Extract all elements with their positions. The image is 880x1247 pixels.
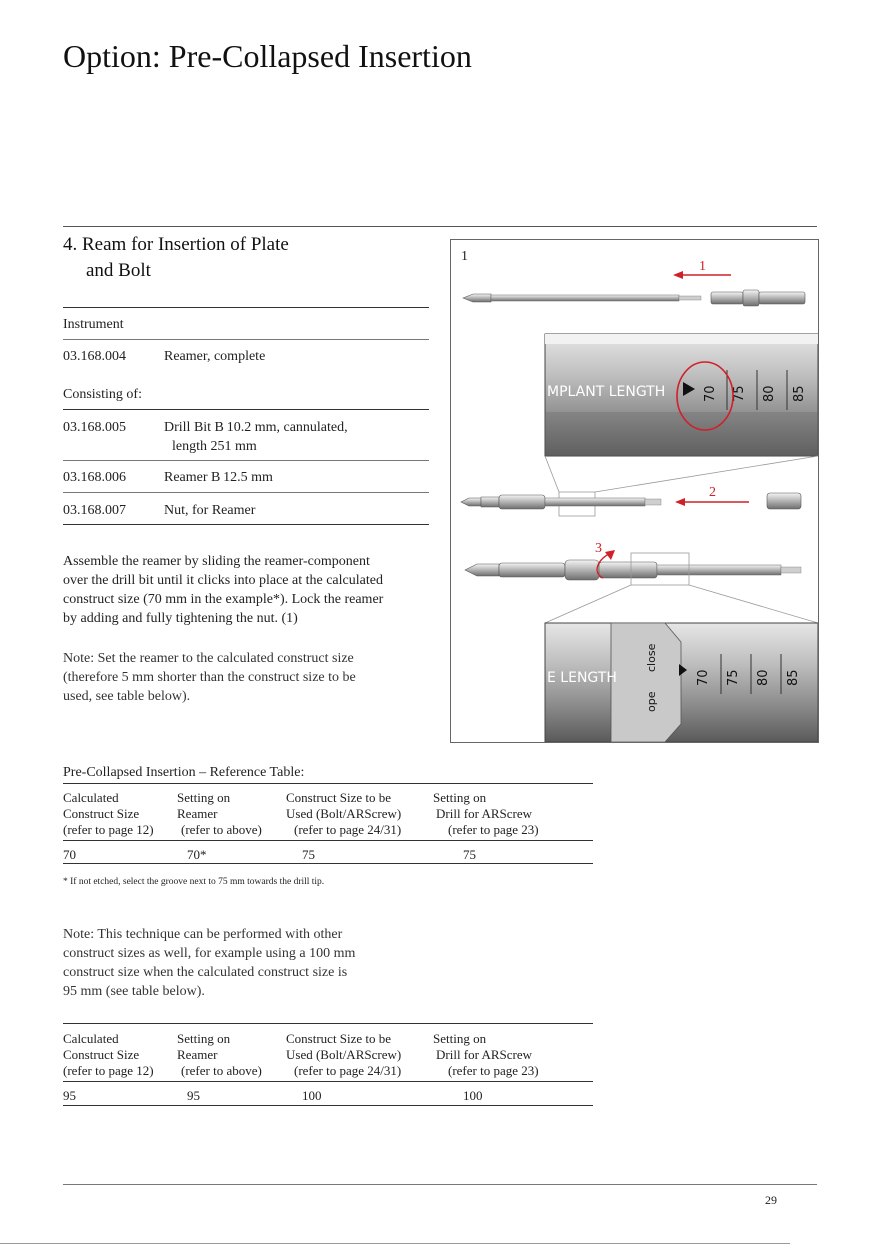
scale-mark: 70: [703, 385, 718, 402]
header-line: Used (Bolt/ARScrew): [286, 806, 402, 821]
header-line: (refer to above): [181, 1063, 262, 1078]
bottom-edge-rule: [0, 1243, 790, 1244]
rule: [63, 307, 429, 308]
table-header-cell: [177, 1031, 262, 1079]
table-cell: 100: [463, 1088, 483, 1103]
header-line: Used (Bolt/ARScrew): [286, 1047, 402, 1062]
scale-mark: 85: [792, 385, 807, 402]
paragraph-line: 95 mm (see table below).: [63, 984, 205, 999]
header-line: Calculated: [63, 1031, 119, 1046]
paragraph-line: Assemble the reamer by sliding the reamer-component: [63, 554, 370, 569]
table-caption: Pre-Collapsed Insertion – Reference Table:: [63, 765, 305, 780]
arrow-1-label: 1: [699, 259, 706, 274]
instrument-desc: Reamer B 12.5 mm: [164, 470, 273, 485]
table-cell: 95: [63, 1088, 76, 1103]
rule: [63, 524, 429, 525]
reamer-illustration: [451, 240, 818, 742]
paragraph-line: used, see table below).: [63, 689, 191, 704]
arrow-3-label: 3: [595, 541, 602, 556]
page-title: Option: Pre-Collapsed Insertion: [63, 38, 472, 74]
note-label: Note:: [63, 651, 95, 666]
header-line: (refer to page 12): [63, 1063, 154, 1078]
header-line: (refer to page 23): [448, 1063, 539, 1078]
table-cell: 70: [63, 847, 76, 862]
table-cell: 95: [187, 1088, 200, 1103]
scale-mark: 80: [756, 669, 771, 686]
table-header-cell: [286, 790, 401, 838]
arrow-2: [675, 485, 749, 506]
header-line: Calculated: [63, 790, 119, 805]
instrument-desc: length 251 mm: [172, 439, 257, 454]
table-cell: 70*: [187, 847, 207, 862]
panel-label: 1: [461, 249, 468, 264]
instrument-desc: Nut, for Reamer: [164, 503, 256, 518]
zoom-panel-2: [545, 623, 818, 742]
close-label: close: [645, 643, 658, 672]
rule: [63, 783, 593, 784]
header-line: Construct Size: [63, 1047, 140, 1062]
header-line: Construct Size to be: [286, 790, 392, 805]
scale-mark: 75: [732, 385, 747, 402]
header-line: Setting on: [433, 1031, 487, 1046]
table-cell: 75: [463, 847, 476, 862]
zoom2-label: E LENGTH: [547, 670, 617, 686]
note-label: Note:: [63, 927, 95, 942]
instrument-code: 03.168.005: [63, 420, 126, 435]
scale-mark: 85: [786, 669, 801, 686]
header-line: (refer to page 24/31): [294, 1063, 402, 1078]
rule: [63, 1023, 593, 1024]
header-line: (refer to page 23): [448, 822, 539, 837]
paragraph-line: construct size (70 mm in the example*). Lock the reamer: [63, 592, 384, 607]
table-header-cell: [433, 1031, 539, 1079]
header-line: Drill for ARScrew: [436, 1047, 533, 1062]
scale-mark: 75: [726, 669, 741, 686]
header-line: Setting on: [177, 790, 231, 805]
header-line: Drill for ARScrew: [436, 806, 533, 821]
header-line: (refer to page 12): [63, 822, 154, 837]
open-label: ope: [645, 691, 658, 712]
note2-paragraph: [63, 925, 433, 1001]
table-header-cell: [63, 790, 154, 838]
paragraph-line: construct size when the calculated construct size is: [63, 965, 348, 980]
paragraph-line: [63, 649, 433, 668]
rule: [63, 460, 429, 461]
rule: [63, 339, 429, 340]
drill-bit-row1: [463, 294, 701, 302]
page-number: 29: [765, 1193, 777, 1207]
table-header-cell: [433, 790, 539, 838]
table-cell: 75: [302, 847, 315, 862]
header-line: Construct Size to be: [286, 1031, 392, 1046]
assembled-reamer-row3: [465, 560, 801, 580]
instrument-code: 03.168.004: [63, 349, 126, 364]
table-cell: 100: [302, 1088, 322, 1103]
instructions-paragraph: [63, 552, 433, 628]
paragraph-line: construct sizes as well, for example using a 100 mm: [63, 946, 356, 961]
instrument-desc: Reamer, complete: [164, 349, 266, 364]
table-header-cell: [286, 1031, 401, 1079]
section-title-line2: and Bolt: [86, 260, 151, 281]
header-line: Setting on: [433, 790, 487, 805]
table-header-cell: [177, 790, 262, 838]
header-line: Construct Size: [63, 806, 140, 821]
zoom-panel-1: [545, 334, 818, 456]
footer-divider: [63, 1184, 817, 1185]
consisting-label: Consisting of:: [63, 387, 142, 402]
instrument-desc: Drill Bit B 10.2 mm, cannulated,: [164, 420, 348, 435]
instrument-code: 03.168.006: [63, 470, 126, 485]
rule: [63, 863, 593, 864]
arrow-2-label: 2: [709, 485, 716, 500]
header-line: (refer to page 24/31): [294, 822, 402, 837]
rule: [63, 492, 429, 493]
section-divider: [63, 226, 817, 227]
arrow-1: [673, 259, 731, 279]
rule: [63, 1081, 593, 1082]
drill-reamer-row2: [461, 495, 661, 509]
table-header-cell: [63, 1031, 154, 1079]
header-line: Reamer: [177, 1047, 218, 1062]
rule: [63, 409, 429, 410]
note-text: Set the reamer to the calculated construct size: [94, 651, 354, 666]
scale-mark: 70: [696, 669, 711, 686]
header-line: Reamer: [177, 806, 218, 821]
scale-mark: 80: [762, 385, 777, 402]
header-line: Setting on: [177, 1031, 231, 1046]
paragraph-line: [63, 925, 433, 944]
paragraph-line: over the drill bit until it clicks into place at the calculated: [63, 573, 383, 588]
section-title: [63, 232, 289, 284]
section-title-line1: 4. Ream for Insertion of Plate: [63, 234, 289, 255]
instrument-code: 03.168.007: [63, 503, 126, 518]
zoom1-label: MPLANT LENGTH: [547, 384, 666, 400]
rule: [63, 1105, 593, 1106]
table-footnote: * If not etched, select the groove next to 75 mm towards the drill tip.: [63, 877, 325, 887]
nut-row1: [711, 290, 805, 306]
nut-row2: [767, 493, 801, 509]
reamer-figure: [450, 239, 819, 743]
instrument-header: Instrument: [63, 317, 124, 332]
paragraph-line: (therefore 5 mm shorter than the construct size to be: [63, 670, 356, 685]
note-paragraph: [63, 649, 433, 706]
header-line: (refer to above): [181, 822, 262, 837]
paragraph-line: by adding and fully tightening the nut. (1): [63, 611, 298, 626]
rule: [63, 840, 593, 841]
note-text: This technique can be performed with other: [94, 927, 343, 942]
